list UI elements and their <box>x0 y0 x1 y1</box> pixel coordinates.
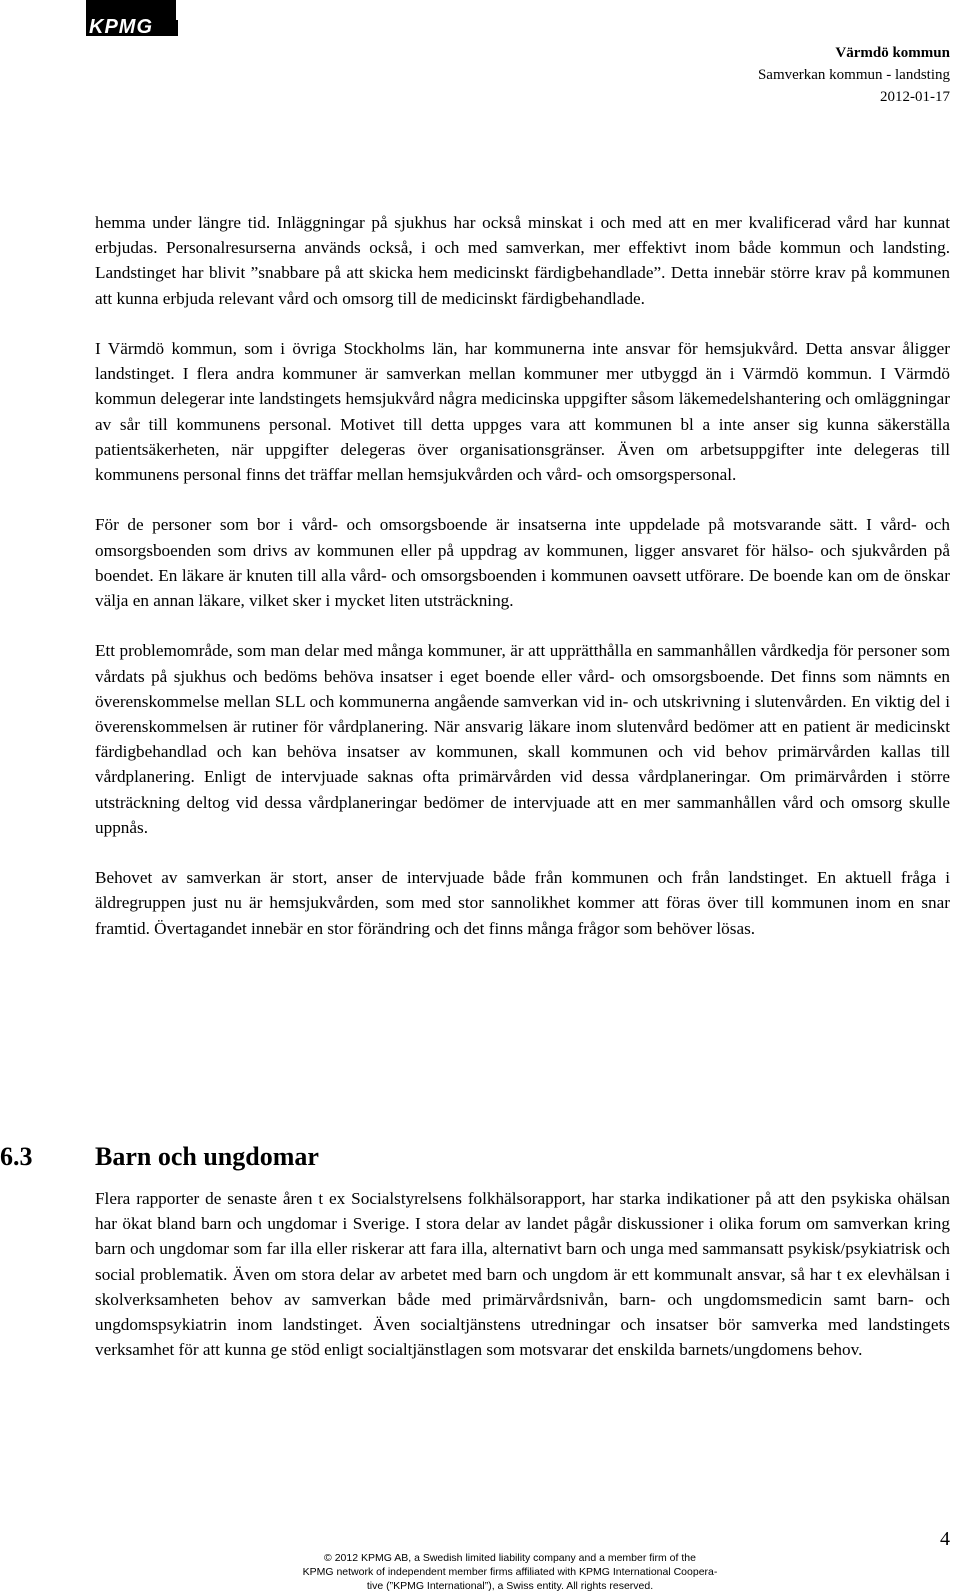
footer-line: © 2012 KPMG AB, a Swedish limited liability company and a member firm of the <box>324 1552 696 1564</box>
kpmg-logo <box>86 0 179 36</box>
svg-text:KPMG: KPMG <box>89 16 153 36</box>
paragraph: För de personer som bor i vård- och omsorgsboende är insatserna inte uppdelade på motsvarande sätt. I vård- och omsorgsboenden som drivs av kommunen eller på uppdrag av kommunen, ligger ansvaret för hälso- och sjukvården på boendet. En läkare är knuten till alla vård- och omsorgsboenden i kommunen oavsett utförare. De boende kan om de önskar välja en annan läkare, vilket sker i mycket liten utsträckning. <box>95 515 950 611</box>
footer-line: tive (”KPMG International”), a Swiss entity. All rights reserved. <box>366 1580 654 1592</box>
document-header <box>758 42 950 108</box>
paragraph: Ett problemområde, som man delar med många kommuner, är att upprätthålla en sammanhållen vårdkedja för personer som vårdats på sjukhus och bedöms behöva insatser i eget boende eller vård- och omsorgsboende. Det finns som nämnts en överenskommelse mellan SLL och kommunerna angående samverkan vid in- och utskrivning i slutenvården. En viktig del i överenskommelsen är rutiner för vårdplanering. När ansvarig läkare inom slutenvård bedömer att en patient är medicinskt färdigbehandlad och kan behöva insatser av kommunen, skall kommunen och vid behov primärvården kallas till vårdplanering. Enligt de intervjuade saknas ofta primärvården vid dessa vårdplaneringar. Om primärvården i större utsträckning deltog vid dessa vårdplaneringar bedömer de intervjuade att en mer sammanhållen vård och omsorg skulle uppnås. <box>95 641 950 837</box>
header-date: 2012-01-17 <box>880 89 950 105</box>
paragraph: I Värmdö kommun, som i övriga Stockholms län, har kommunerna inte ansvar för hemsjukvård. Detta ansvar åligger landstinget. I flera andra kommuner är samverkan mellan kommuner mer utbyggd än i Värmdö kommun. I Värmdö kommun delegerar inte landstingets hemsjukvård några medicinska uppgifter såsom läkemedelshantering och omläggningar av sår till kommunens personal. Motivet till detta uppges vara att kommunen bl a inte anser sig kunna säkerställa patientsäkerheten, när uppgifter delegeras över organisationsgränser. Även om arbetsuppgifter inte delegeras till kommunens personal finns det träffar mellan hemsjukvården och vård- och omsorgspersonal. <box>95 339 950 485</box>
paragraph: Flera rapporter de senaste åren t ex Socialstyrelsens folkhälsorapport, har starka indikationer på att den psykiska ohälsan har ökat bland barn och ungdomar i Sverige. I stora delar av landet pågår diskussioner i olika forum om samverkan kring barn och ungdomar som far illa eller riskerar att fara illa, alternativt barn och unga med sammansatt psykisk/psykiatrisk och social problematik. Även om stora delar av arbetet med barn och ungdom är ett kommunalt ansvar, så har t ex elevhälsan i skolverksamheten behov av samverkan både med primärvårdsnivån, barn- och ungdomsmedicin samt barn- och ungdomspsykiatrin inom landstinget. Även socialtjänstens utredningar och insatser bör samverka med landstingets verksamhet för att kunna ge stöd enligt socialtjänstlagen som motsvarar det enskilda barnets/ungdomens behov. <box>95 1189 950 1360</box>
page-number: 4 <box>940 1528 950 1550</box>
section-heading: Barn och ungdomar <box>95 1142 319 1171</box>
header-subtitle: Samverkan kommun - landsting <box>757 67 950 83</box>
footer-line: KPMG network of independent member firms affiliated with KPMG International Coopera- <box>302 1566 718 1578</box>
section-number: 6.3 <box>0 1142 33 1171</box>
paragraph: Behovet av samverkan är stort, anser de intervjuade både från kommunen och från landstinget. En aktuell fråga i äldregruppen just nu är hemsjukvården, som med stor sannolikhet kommer att föras över till kommunen inom en snar framtid. Övertagandet innebär en stor förändring och det finns många frågor som behöver lösas. <box>95 868 950 938</box>
section-body <box>95 1186 950 1362</box>
body-text <box>95 210 950 966</box>
header-company: Värmdö kommun <box>835 45 950 61</box>
paragraph: hemma under längre tid. Inläggningar på sjukhus har också minskat i och med att en mer kvalificerad vård har kunnat erbjudas. Personalresurserna används också, i och med samverkan, mer effektivt inom både kommun och landsting. Landstinget har blivit ”snabbare på att skicka hem medicinskt färdigbehandlade”. Detta innebär större krav på kommunen att kunna erbjuda relevant vård och omsorg till de medicinskt färdigbehandlade. <box>95 213 950 308</box>
copyright-footer <box>260 1551 760 1593</box>
